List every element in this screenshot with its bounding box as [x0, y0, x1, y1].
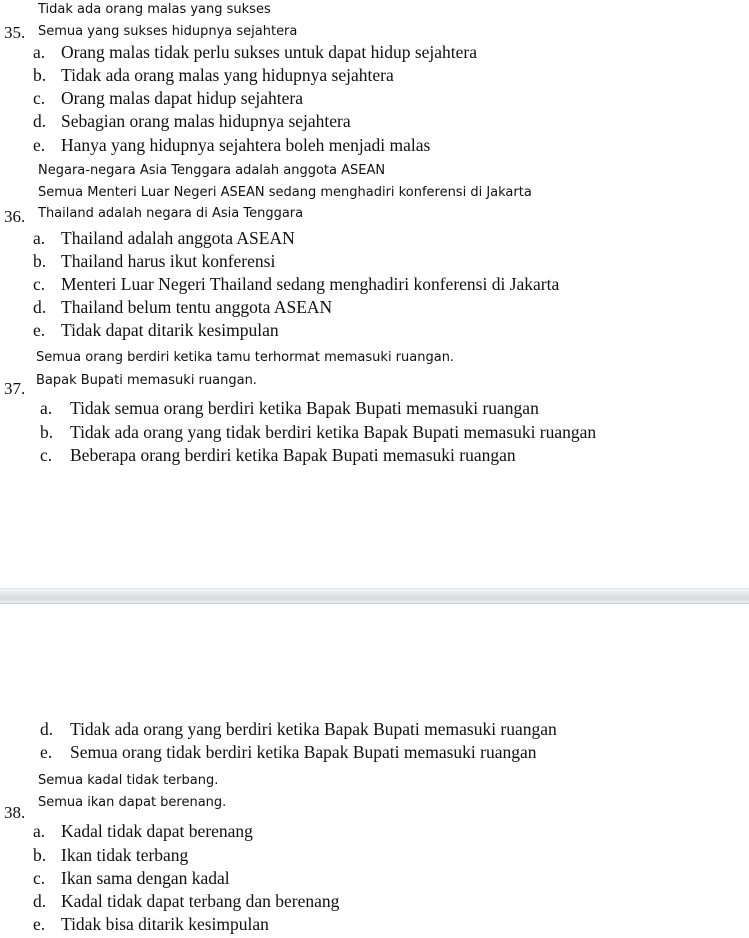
question-35-premise: Semua yang sukses hidupnya sejahtera: [38, 24, 298, 39]
q37-option-c[interactable]: [40, 445, 516, 466]
q36-option-a[interactable]: [33, 228, 295, 249]
option-text: Kadal tidak dapat berenang: [61, 821, 253, 841]
q36-option-c[interactable]: [33, 274, 559, 295]
option-text: Ikan sama dengan kadal: [61, 868, 230, 888]
option-text: Orang malas dapat hidup sejahtera: [61, 88, 303, 108]
question-37-premise-2: Bapak Bupati memasuki ruangan.: [36, 373, 257, 388]
option-letter: b.: [33, 251, 47, 271]
option-letter: d.: [33, 111, 47, 131]
q37-option-d[interactable]: [40, 719, 557, 740]
option-letter: a.: [33, 821, 46, 841]
question-38-premise-2: Semua ikan dapat berenang.: [38, 795, 227, 810]
q35-option-a[interactable]: [33, 42, 477, 63]
option-letter: e.: [40, 742, 53, 762]
option-letter: e.: [33, 914, 46, 934]
option-text: Tidak ada orang yang berdiri ketika Bapak Bupati memasuki ruangan: [70, 719, 557, 739]
q35-option-e[interactable]: [33, 135, 430, 156]
option-letter: c.: [33, 868, 46, 888]
option-letter: d.: [33, 297, 47, 317]
q35-option-c[interactable]: [33, 88, 303, 109]
option-letter: c.: [33, 274, 46, 294]
q38-option-c[interactable]: [33, 868, 230, 889]
option-text: Tidak dapat ditarik kesimpulan: [61, 320, 279, 340]
q37-option-b[interactable]: [40, 422, 596, 443]
q36-option-e[interactable]: [33, 320, 279, 341]
option-letter: e.: [33, 320, 46, 340]
q36-option-b[interactable]: [33, 251, 275, 272]
option-letter: b.: [33, 65, 47, 85]
q38-option-a[interactable]: [33, 821, 253, 842]
option-text: Sebagian orang malas hidupnya sejahtera: [61, 111, 351, 131]
option-letter: a.: [33, 42, 46, 62]
option-text: Kadal tidak dapat terbang dan berenang: [61, 891, 340, 911]
option-text: Tidak bisa ditarik kesimpulan: [61, 914, 269, 934]
q38-option-b[interactable]: [33, 845, 188, 866]
q37-option-a[interactable]: [40, 398, 539, 419]
question-36-number: 36.: [4, 207, 26, 226]
question-37-number: 37.: [4, 379, 26, 398]
option-letter: b.: [40, 422, 54, 442]
option-letter: c.: [40, 445, 53, 465]
option-text: Tidak ada orang yang tidak berdiri ketika Bapak Bupati memasuki ruangan: [70, 422, 597, 442]
option-text: Beberapa orang berdiri ketika Bapak Bupati memasuki ruangan: [70, 445, 516, 465]
question-37-premise-1: Semua orang berdiri ketika tamu terhormat memasuki ruangan.: [36, 350, 455, 365]
premise-top: Tidak ada orang malas yang sukses: [38, 2, 271, 17]
page-break-separator: [0, 588, 749, 604]
option-text: Hanya yang hidupnya sejahtera boleh menjadi malas: [61, 135, 431, 155]
option-text: Thailand harus ikut konferensi: [61, 251, 276, 271]
question-35-number: 35.: [4, 23, 26, 42]
option-text: Semua orang tidak berdiri ketika Bapak Bupati memasuki ruangan: [70, 742, 537, 762]
question-36-premise-3: Thailand adalah negara di Asia Tenggara: [38, 206, 304, 221]
option-text: Thailand belum tentu anggota ASEAN: [61, 297, 333, 317]
question-38-premise-1: Semua kadal tidak terbang.: [38, 773, 219, 788]
question-36-premise-2: Semua Menteri Luar Negeri ASEAN sedang menghadiri konferensi di Jakarta: [38, 185, 532, 200]
question-36-premise-1: Negara-negara Asia Tenggara adalah anggota ASEAN: [38, 163, 386, 178]
question-38-number: 38.: [4, 803, 26, 822]
option-letter: a.: [40, 398, 53, 418]
q35-option-d[interactable]: [33, 111, 351, 132]
option-letter: a.: [33, 228, 46, 248]
option-letter: b.: [33, 845, 47, 865]
option-letter: c.: [33, 88, 46, 108]
option-text: Thailand adalah anggota ASEAN: [61, 228, 295, 248]
q35-option-b[interactable]: [33, 65, 394, 86]
option-letter: d.: [33, 891, 47, 911]
q38-option-e[interactable]: [33, 914, 269, 935]
q37-option-e[interactable]: [40, 742, 537, 763]
option-text: Menteri Luar Negeri Thailand sedang menghadiri konferensi di Jakarta: [61, 274, 560, 294]
option-text: Tidak semua orang berdiri ketika Bapak Bupati memasuki ruangan: [70, 398, 539, 418]
option-letter: d.: [40, 719, 54, 739]
q36-option-d[interactable]: [33, 297, 332, 318]
option-text: Tidak ada orang malas yang hidupnya sejahtera: [61, 65, 394, 85]
option-text: Orang malas tidak perlu sukses untuk dapat hidup sejahtera: [61, 42, 478, 62]
q38-option-d[interactable]: [33, 891, 339, 912]
option-letter: e.: [33, 135, 46, 155]
option-text: Ikan tidak terbang: [61, 845, 189, 865]
